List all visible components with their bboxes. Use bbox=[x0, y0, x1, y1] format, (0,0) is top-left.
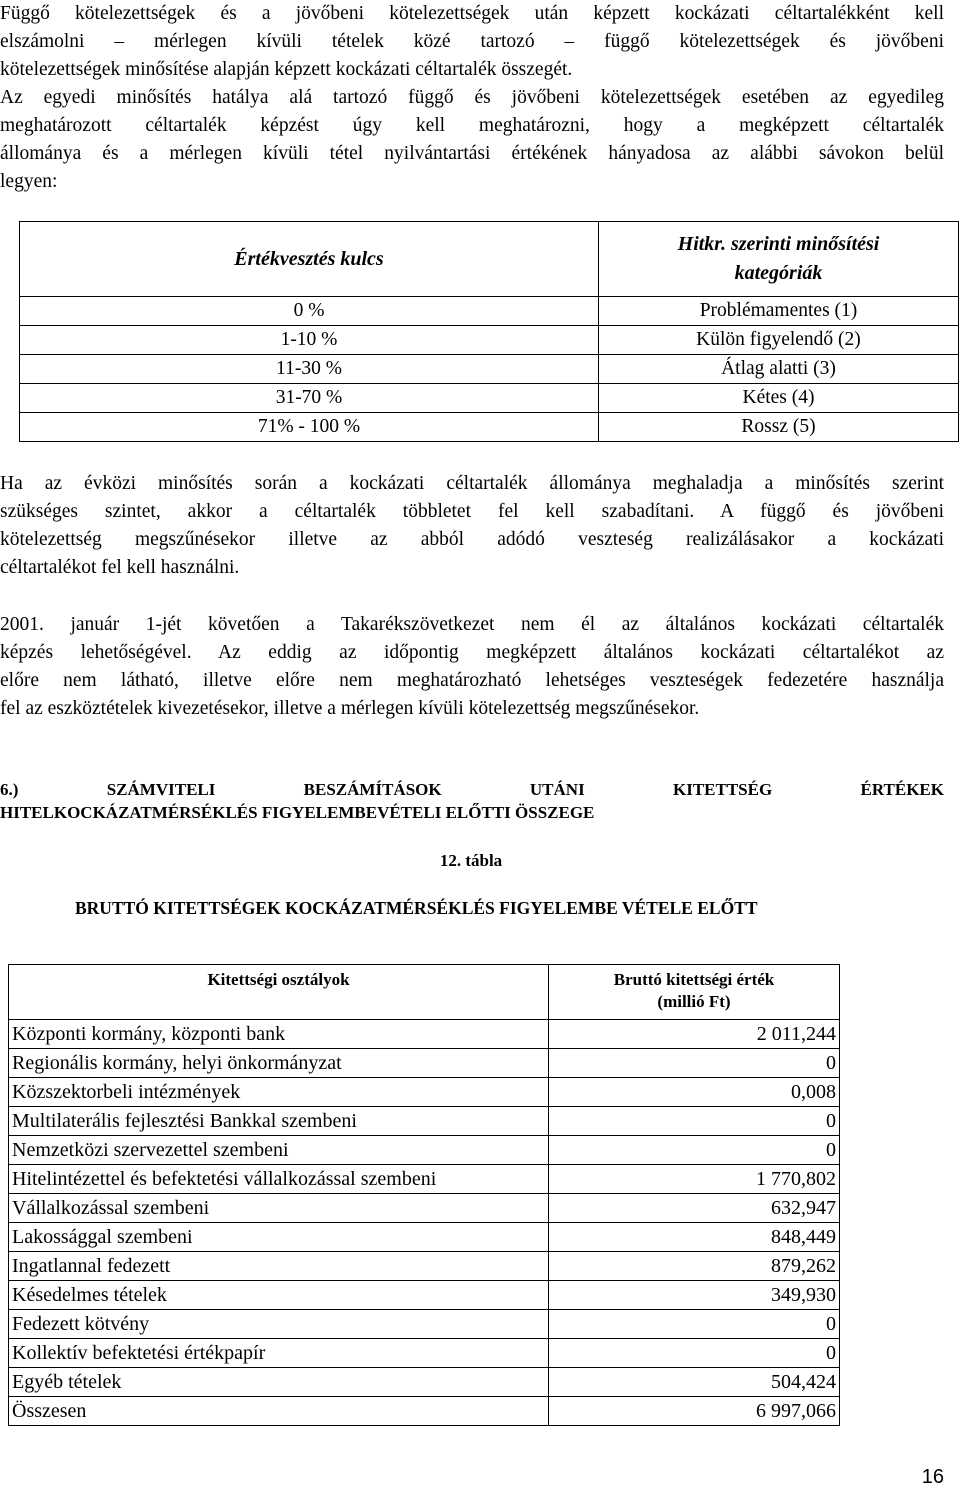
paragraph-general-provision bbox=[0, 611, 944, 723]
text-line: szükséges szintet, akkor a céltartalék többletet fel kell szabadítani. A függő és jövőbeni bbox=[0, 501, 944, 522]
table-row bbox=[9, 1281, 840, 1310]
section-heading-line1: 6.) SZÁMVITELI BESZÁMÍTÁSOK UTÁNI KITETTSÉG ÉRTÉKEK bbox=[0, 780, 944, 799]
exposure-label: Multilaterális fejlesztési Bankkal szembeni bbox=[9, 1107, 549, 1136]
table-row bbox=[20, 326, 959, 355]
text-line: Ha az évközi minősítés során a kockázati céltartalék állománya meghaladja a minősítés szerint bbox=[0, 473, 944, 494]
table-row bbox=[9, 1252, 840, 1281]
text-line: állománya és a mérlegen kívüli tétel nyilvántartási értékének hányadosa az alábbi sávokon belül bbox=[0, 143, 944, 164]
exposure-value: 2 011,244 bbox=[549, 1020, 840, 1049]
table-row bbox=[9, 1107, 840, 1136]
table-row bbox=[9, 1194, 840, 1223]
header-category-line1: Hitkr. szerinti minősítési bbox=[677, 233, 880, 255]
exposure-label: Egyéb tételek bbox=[9, 1368, 549, 1397]
exposure-value: 0 bbox=[549, 1136, 840, 1165]
page-number: 16 bbox=[921, 1466, 944, 1488]
table-row bbox=[20, 384, 959, 413]
exposure-label: Nemzetközi szervezettel szembeni bbox=[9, 1136, 549, 1165]
exposure-value: 1 770,802 bbox=[549, 1165, 840, 1194]
rate-cell: 11-30 % bbox=[20, 355, 599, 384]
table-row bbox=[9, 1310, 840, 1339]
rating-table bbox=[19, 221, 959, 442]
table-caption-text: 12. tábla bbox=[439, 851, 503, 870]
table-row bbox=[9, 1368, 840, 1397]
table-row bbox=[9, 1049, 840, 1078]
intro-paragraph bbox=[0, 0, 944, 196]
header-rate: Értékvesztés kulcs bbox=[20, 222, 599, 297]
exposure-table-header bbox=[9, 965, 840, 1020]
header-category bbox=[599, 222, 959, 297]
exposure-value: 879,262 bbox=[549, 1252, 840, 1281]
exposure-label: Közszektorbeli intézmények bbox=[9, 1078, 549, 1107]
table-row-total bbox=[9, 1397, 840, 1426]
table-caption bbox=[0, 851, 944, 871]
exposure-value: 0 bbox=[549, 1049, 840, 1078]
table-row bbox=[9, 1136, 840, 1165]
category-cell: Külön figyelendő (2) bbox=[599, 326, 959, 355]
exposure-table bbox=[8, 964, 840, 1426]
exposure-value: 0 bbox=[549, 1310, 840, 1339]
exposure-label: Ingatlannal fedezett bbox=[9, 1252, 549, 1281]
table-row bbox=[9, 1020, 840, 1049]
text-line: kötelezettségek minősítése alapján képzett kockázati céltartalék összegét. bbox=[0, 59, 573, 80]
header-gross-value-line2: (millió Ft) bbox=[657, 992, 731, 1011]
text-line: képzés lehetőségével. Az eddig az időpontig megképzett általános kockázati céltartalékot az bbox=[0, 642, 944, 663]
header-category-line2: kategóriák bbox=[734, 262, 823, 284]
exposure-value: 349,930 bbox=[549, 1281, 840, 1310]
exposure-label: Vállalkozással szembeni bbox=[9, 1194, 549, 1223]
table-row bbox=[9, 1165, 840, 1194]
exposure-label: Összesen bbox=[9, 1397, 549, 1426]
header-gross-value bbox=[549, 965, 840, 1020]
rate-cell: 1-10 % bbox=[20, 326, 599, 355]
table-row bbox=[20, 413, 959, 442]
category-cell: Problémamentes (1) bbox=[599, 297, 959, 326]
exposure-label: Késedelmes tételek bbox=[9, 1281, 549, 1310]
exposure-value: 848,449 bbox=[549, 1223, 840, 1252]
header-exposure-class: Kitettségi osztályok bbox=[9, 965, 549, 1020]
exposure-value: 632,947 bbox=[549, 1194, 840, 1223]
paragraph-release bbox=[0, 470, 944, 582]
exposure-value: 0 bbox=[549, 1107, 840, 1136]
category-cell: Átlag alatti (3) bbox=[599, 355, 959, 384]
rate-cell: 71% - 100 % bbox=[20, 413, 599, 442]
table-row bbox=[9, 1223, 840, 1252]
text-line: elszámolni – mérlegen kívüli tételek közé tartozó – függő kötelezettségek és jövőbeni bbox=[0, 31, 944, 52]
exposure-value: 504,424 bbox=[549, 1368, 840, 1397]
exposure-label: Fedezett kötvény bbox=[9, 1310, 549, 1339]
exposure-label: Lakossággal szembeni bbox=[9, 1223, 549, 1252]
table-row bbox=[9, 1339, 840, 1368]
category-cell: Rossz (5) bbox=[599, 413, 959, 442]
header-gross-value-line1: Bruttó kitettségi érték bbox=[613, 970, 775, 989]
text-line: Függő kötelezettségek és a jövőbeni kötelezettségek után képzett kockázati céltartalékként kell bbox=[0, 3, 944, 24]
exposure-value: 0 bbox=[549, 1339, 840, 1368]
rating-table-header bbox=[20, 222, 959, 297]
section-heading bbox=[0, 778, 944, 824]
text-line: céltartalékot fel kell használni. bbox=[0, 557, 240, 578]
section-heading-line2: HITELKOCKÁZATMÉRSÉKLÉS FIGYELEMBEVÉTELI ELŐTTI ÖSSZEGE bbox=[0, 803, 595, 822]
exposure-label: Regionális kormány, helyi önkormányzat bbox=[9, 1049, 549, 1078]
rate-cell: 31-70 % bbox=[20, 384, 599, 413]
text-line: 2001. január 1-jét követően a Takarékszövetkezet nem él az általános kockázati céltartalék bbox=[0, 614, 944, 635]
text-line: meghatározott céltartalék képzést úgy kell meghatározni, hogy a megképzett céltartalék bbox=[0, 115, 944, 136]
exposure-value: 0,008 bbox=[549, 1078, 840, 1107]
category-cell: Kétes (4) bbox=[599, 384, 959, 413]
table-row bbox=[20, 297, 959, 326]
table-row bbox=[9, 1078, 840, 1107]
table-title: BRUTTÓ KITETTSÉGEK KOCKÁZATMÉRSÉKLÉS FIGYELEMBE VÉTELE ELŐTT bbox=[75, 898, 758, 918]
text-line: fel az eszköztételek kivezetésekor, illetve a mérlegen kívüli kötelezettség megszűnésekor. bbox=[0, 698, 700, 719]
rate-cell: 0 % bbox=[20, 297, 599, 326]
text-line: kötelezettség megszűnésekor illetve az abból adódó veszteség realizálásakor a kockázati bbox=[0, 529, 944, 550]
text-line: legyen: bbox=[0, 171, 58, 192]
table-row bbox=[20, 355, 959, 384]
exposure-label: Hitelintézettel és befektetési vállalkozással szembeni bbox=[9, 1165, 549, 1194]
exposure-value: 6 997,066 bbox=[549, 1397, 840, 1426]
text-line: előre nem látható, illetve előre nem meghatározható lehetséges veszteségek fedezetére használja bbox=[0, 670, 944, 691]
text-line: Az egyedi minősítés hatálya alá tartozó függő és jövőbeni kötelezettségek esetében az egyedileg bbox=[0, 87, 944, 108]
exposure-label: Kollektív befektetési értékpapír bbox=[9, 1339, 549, 1368]
exposure-label: Központi kormány, központi bank bbox=[9, 1020, 549, 1049]
